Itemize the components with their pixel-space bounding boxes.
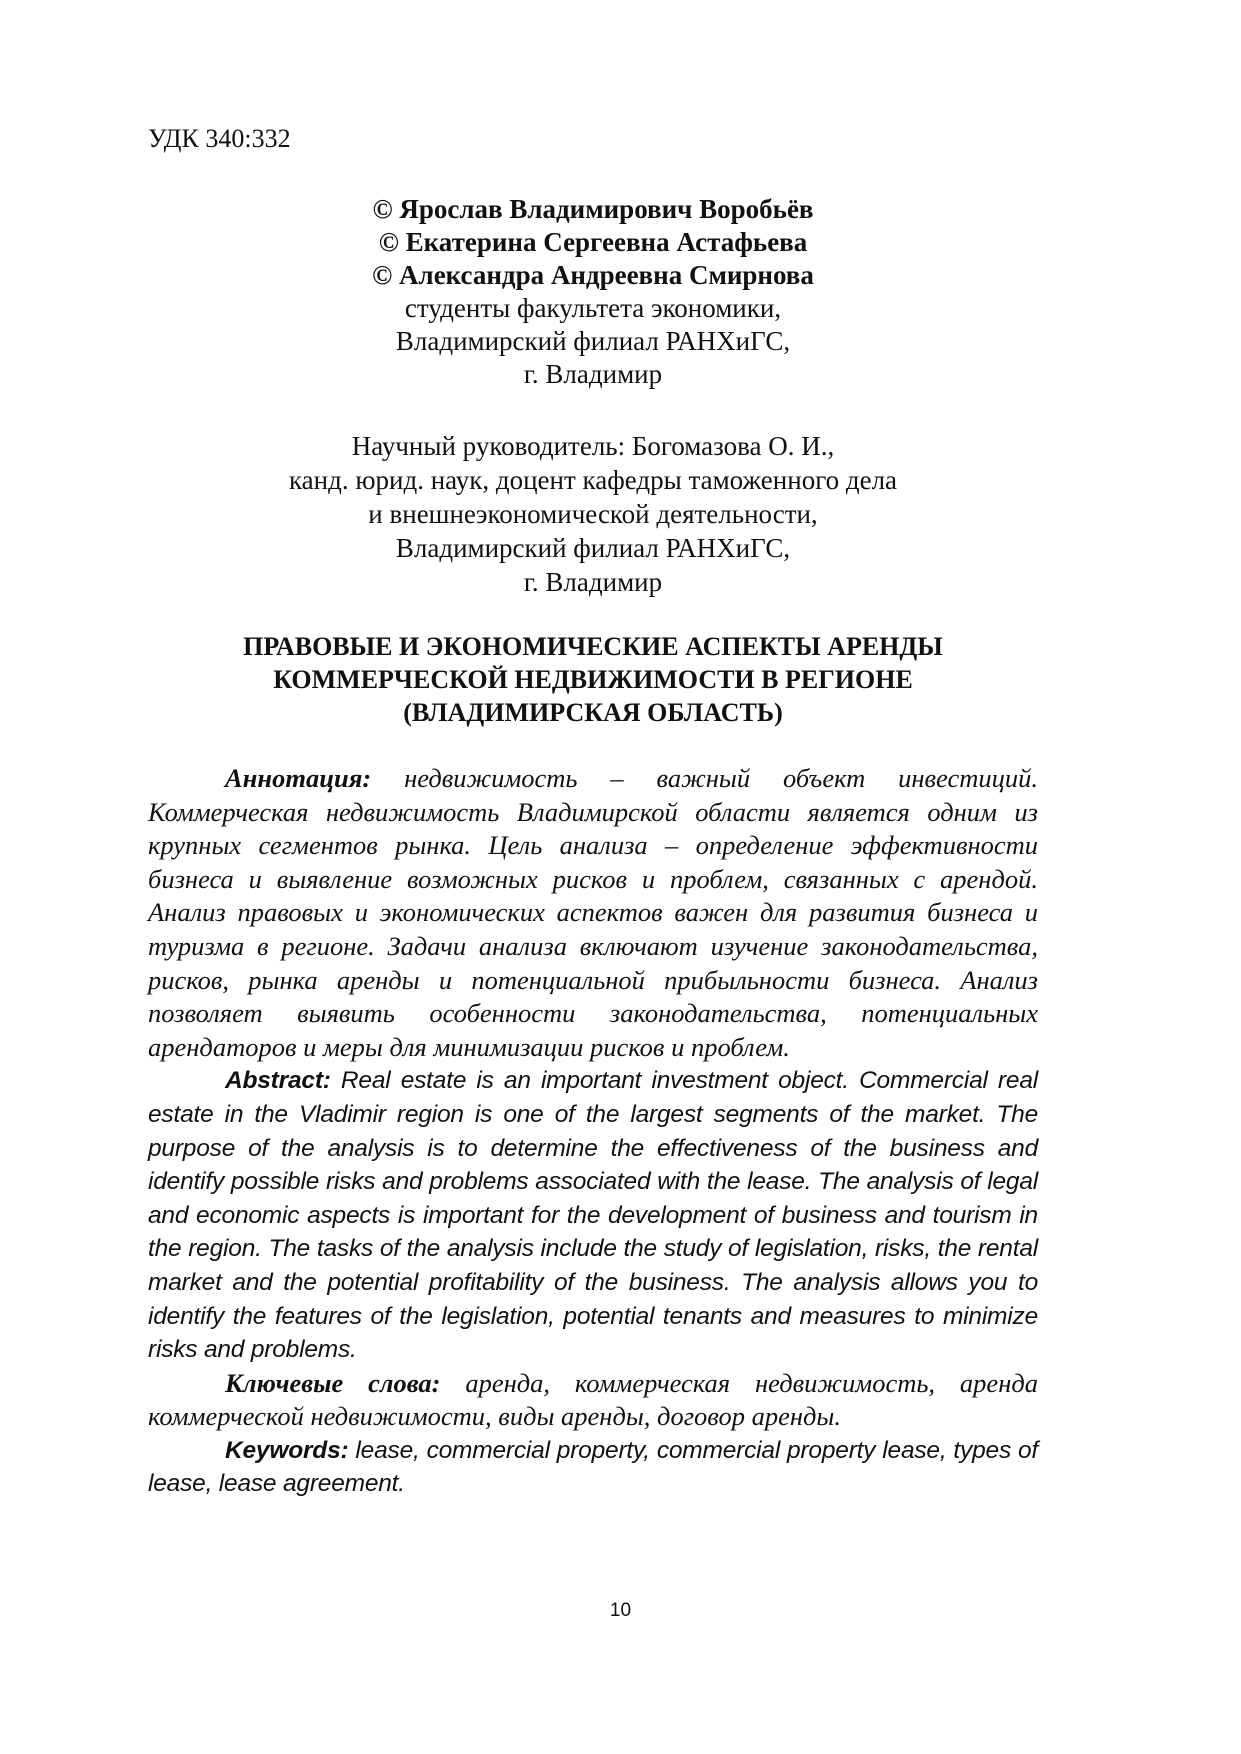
author-3: © Александра Андреевна Смирнова bbox=[372, 260, 814, 290]
advisor-line-1: Научный руководитель: Богомазова О. И., bbox=[351, 431, 835, 461]
advisor-line-2: канд. юрид. наук, доцент кафедры таможенного дела bbox=[288, 465, 898, 495]
article-body bbox=[148, 762, 1038, 1501]
abstract-text: Real estate is an important investment object. Commercial real estate in the Vladimir region is one of the largest segments of the market. The purpose of the analysis is to determine the effectiveness of the business and identify possible risks and problems associated with the lease. The analysis of legal and economic aspects is important for the development of business and tourism in the region. The tasks of the analysis include the study of legislation, risks, the rental market and the potential profitability of the business. The analysis allows you to identify the features of the legislation, potential tenants and measures to minimize risks and problems. bbox=[148, 1067, 1038, 1364]
author-1: © Ярослав Владимирович Воробьёв bbox=[372, 194, 814, 224]
title-line-1: ПРАВОВЫЕ И ЭКОНОМИЧЕСКИЕ АСПЕКТЫ АРЕНДЫ bbox=[243, 632, 943, 661]
annotation-paragraph bbox=[148, 762, 1038, 1064]
keywords-ru-text: аренда, коммерческая недвижимость, аренда коммерческой недвижимости, виды аренды, договор аренды. bbox=[148, 1367, 1038, 1432]
article-title bbox=[148, 630, 1038, 729]
keywords-en-text: lease, commercial property, commercial property lease, types of lease, lease agreement. bbox=[148, 1436, 1038, 1498]
udk-code: УДК 340:332 bbox=[148, 124, 291, 153]
authors-block bbox=[148, 193, 1038, 391]
affiliation-line-2: Владимирский филиал РАНХиГС, bbox=[395, 326, 791, 356]
author-2: © Екатерина Сергеевна Астафьева bbox=[378, 227, 808, 257]
affiliation-line-3: г. Владимир bbox=[523, 359, 663, 389]
keywords-en-paragraph bbox=[148, 1434, 1038, 1501]
advisor-line-4: Владимирский филиал РАНХиГС, bbox=[395, 533, 791, 563]
abstract-label: Abstract: bbox=[225, 1067, 331, 1095]
abstract-paragraph bbox=[148, 1064, 1038, 1366]
advisor-line-3: и внешнеэкономической деятельности, bbox=[368, 499, 818, 529]
keywords-en-label: Keywords: bbox=[225, 1436, 349, 1464]
annotation-text: недвижимость – важный объект инвестиций. Коммерческая недвижимость Владимирской области является одним из крупных сегментов рынка. Цель анализа – определение эффективности бизнеса и выявление возможных рисков и проблем, связанных с арендой. Анализ правовых и экономических аспектов важен для развития бизнеса и туризма в регионе. Задачи анализа включают изучение законодательства, рисков, рынка аренды и потенциальной прибыльности бизнеса. Анализ позволяет выявить особенности законодательства, потенциальных арендаторов и меры для минимизации рисков и проблем. bbox=[148, 763, 1038, 1062]
page-number: 10 bbox=[609, 1600, 632, 1621]
title-line-2: КОММЕРЧЕСКОЙ НЕДВИЖИМОСТИ В РЕГИОНЕ bbox=[273, 665, 913, 694]
advisor-line-5: г. Владимир bbox=[523, 567, 663, 597]
affiliation-line-1: студенты факультета экономики, bbox=[404, 293, 782, 323]
keywords-ru-label: Ключевые слова: bbox=[225, 1367, 441, 1398]
keywords-ru-paragraph bbox=[148, 1367, 1038, 1434]
advisor-block bbox=[148, 429, 1038, 599]
annotation-label: Аннотация: bbox=[225, 763, 372, 793]
title-line-3: (ВЛАДИМИРСКАЯ ОБЛАСТЬ) bbox=[403, 698, 783, 727]
